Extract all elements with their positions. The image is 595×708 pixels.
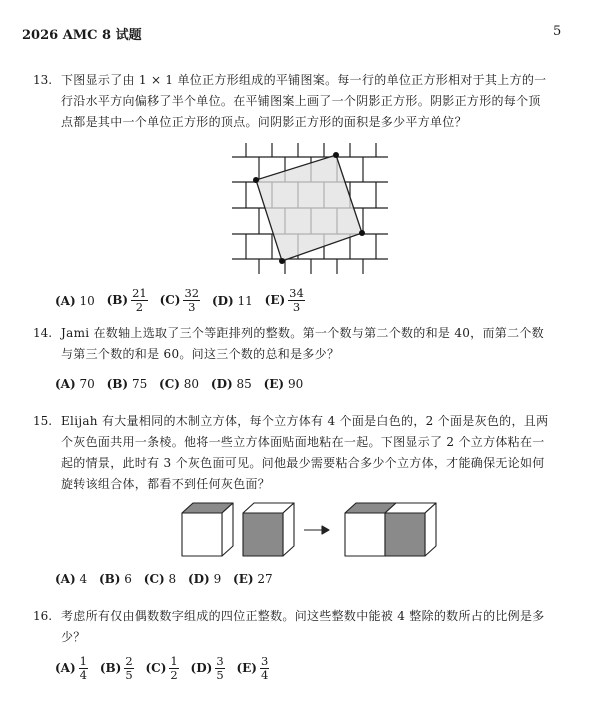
question-text xyxy=(61,70,591,133)
fraction: $\frac{3}{5}$ xyxy=(216,654,224,682)
fraction: $\frac{21}{2}$ xyxy=(132,286,147,314)
choice-a[interactable]: (A) 10 xyxy=(55,293,95,308)
answer-choices-16 xyxy=(55,655,277,682)
fraction: $\frac{32}{3}$ xyxy=(184,286,200,314)
choice-a[interactable]: (A) $\frac{1}{4}$ xyxy=(55,654,87,682)
choice-c[interactable]: (C) 80 xyxy=(159,376,200,391)
choice-e[interactable]: (E) $\frac{34}{3}$ xyxy=(264,286,304,314)
cubes-figure xyxy=(175,498,445,562)
question-line: 与第三个数的和是 60。问这三个数的总和是多少？ xyxy=(61,347,340,361)
choice-d[interactable]: (D) 11 xyxy=(211,293,253,308)
question-line: Jami 在数轴上选取了三个等距排列的整数。第一个数与第二个数的和是 40，而第二个数 xyxy=(61,326,544,340)
choice-b[interactable]: (B) $\frac{21}{2}$ xyxy=(106,286,147,314)
fraction: $\frac{1}{4}$ xyxy=(79,654,87,682)
question-number: 16. xyxy=(33,609,53,623)
choice-e[interactable]: (E) $\frac{3}{4}$ xyxy=(236,654,269,682)
choice-a[interactable]: (A) 4 xyxy=(55,571,88,586)
fraction: $\frac{1}{2}$ xyxy=(170,654,178,682)
choice-a[interactable]: (A) 70 xyxy=(55,376,95,391)
answer-choices-13 xyxy=(55,287,313,314)
choice-d[interactable]: (D) $\frac{3}{5}$ xyxy=(190,654,224,682)
answer-choices-15 xyxy=(55,571,281,586)
question-text xyxy=(61,323,591,365)
fraction: $\frac{3}{4}$ xyxy=(260,654,269,682)
question-line: 起的情景，此时有 3 个灰色面可见。问他最少需要粘合多少个立方体，才能确保无论如何 xyxy=(61,456,545,470)
choice-c[interactable]: (C) 8 xyxy=(143,571,177,586)
choice-c[interactable]: (C) $\frac{1}{2}$ xyxy=(145,654,178,682)
page-header-title: 2026 AMC 8 试题 xyxy=(22,28,142,43)
question-line: Elijah 有大量相同的木制立方体，每个立方体有 4 个面是白色的，2 个面是灰色的，且两 xyxy=(61,414,549,428)
question-line: 个灰色面共用一条棱。他将一些立方体面贴面地粘在一起。下图显示了 2 个立方体粘在一 xyxy=(61,435,545,449)
tiling-figure xyxy=(225,138,395,278)
page-number: 5 xyxy=(553,24,562,39)
choice-b[interactable]: (B) 6 xyxy=(98,571,132,586)
fraction: $\frac{2}{5}$ xyxy=(125,654,133,682)
question-line: 旋转该组合体，都看不到任何灰色面？ xyxy=(61,477,271,491)
choice-d[interactable]: (D) 9 xyxy=(187,571,222,586)
choice-d[interactable]: (D) 85 xyxy=(210,376,252,391)
question-line: 考虑所有仅由偶数数字组成的四位正整数。问这些整数中能被 4 整除的数所占的比例是多 xyxy=(61,609,545,623)
question-number: 15. xyxy=(33,414,53,428)
answer-choices-14 xyxy=(55,376,311,391)
question-text xyxy=(61,606,591,648)
choice-e[interactable]: (E) 90 xyxy=(263,376,304,391)
question-number: 13. xyxy=(33,73,53,87)
question-text xyxy=(61,411,591,495)
fraction: $\frac{34}{3}$ xyxy=(289,286,304,314)
choice-b[interactable]: (B) 75 xyxy=(106,376,148,391)
question-line: 点都是其中一个单位正方形的顶点。问阴影正方形的面积是多少平方单位？ xyxy=(61,115,467,129)
question-number: 14. xyxy=(33,326,53,340)
choice-b[interactable]: (B) $\frac{2}{5}$ xyxy=(99,654,133,682)
choice-c[interactable]: (C) $\frac{32}{3}$ xyxy=(159,286,200,314)
question-line: 行沿水平方向偏移了半个单位。在平铺图案上画了一个阴影正方形。阴影正方形的每个顶 xyxy=(61,94,541,108)
choice-e[interactable]: (E) 27 xyxy=(233,571,273,586)
question-line: 少？ xyxy=(61,630,86,644)
question-line: 下图显示了由 1 × 1 单位正方形组成的平铺图案。每一行的单位正方形相对于其上方的一 xyxy=(61,73,547,87)
